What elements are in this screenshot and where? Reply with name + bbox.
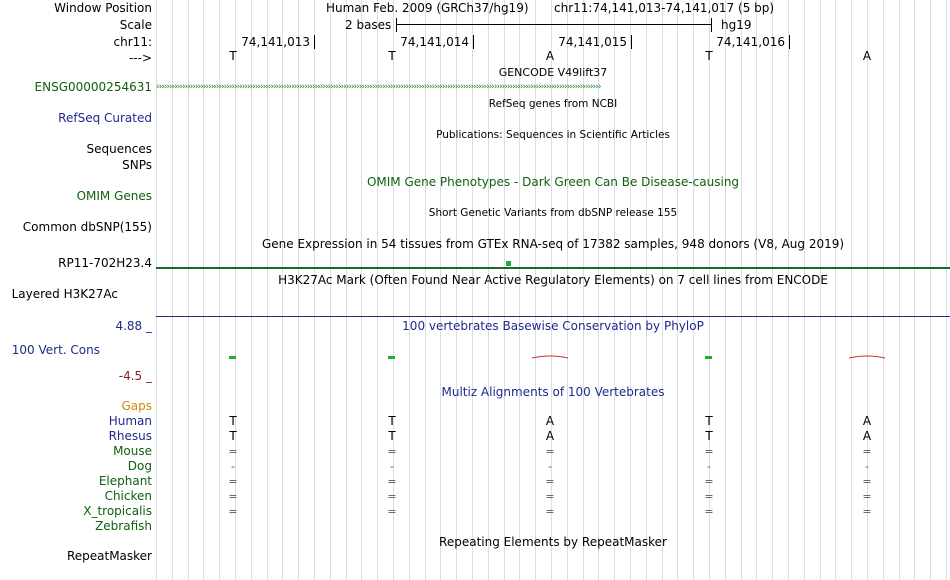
multiz-alignment-cell: A: [545, 414, 555, 428]
coordinate-tick: [473, 35, 474, 49]
multiz-species-label[interactable]: Elephant: [98, 474, 152, 488]
multiz-alignment-cell: =: [704, 490, 714, 503]
multiz-alignment-cell: =: [545, 505, 555, 518]
multiz-alignment-cell: =: [228, 490, 238, 503]
multiz-gaps-label[interactable]: Gaps: [121, 399, 152, 413]
phylop-plot: [156, 350, 950, 364]
multiz-alignment-cell: =: [228, 505, 238, 518]
multiz-alignment-cell: =: [862, 475, 872, 488]
gencode-transcript-feature[interactable]: ›››››››››››››››››››››››››››››››››››››››››››››››››››››››››››››››››››››››››››››››››››››››››››››››››››››››››››››››››››››››››››››››››››››››››››››››››››››››››››››››››››››››››››: [156, 82, 601, 92]
track-data-area[interactable]: [156, 0, 950, 580]
scale-bar-right-tick: [711, 18, 712, 32]
phylop-positive-mark: [388, 356, 395, 359]
multiz-alignment-cell: -: [548, 460, 552, 473]
dbsnp-track-title: Short Genetic Variants from dbSNP release 155: [428, 207, 678, 219]
coordinate-tick: [789, 35, 790, 49]
phylop-max-label: 4.88 _: [115, 319, 152, 333]
multiz-alignment-cell: =: [704, 505, 714, 518]
multiz-alignment-cell: T: [229, 414, 237, 428]
multiz-species-label[interactable]: Mouse: [113, 444, 152, 458]
multiz-alignment-cell: T: [229, 429, 237, 443]
omim-track-title: OMIM Gene Phenotypes - Dark Green Can Be Disease-causing: [366, 175, 740, 189]
multiz-species-label[interactable]: Human: [108, 414, 152, 428]
multiz-alignment-cell: =: [387, 475, 397, 488]
h3k27ac-baseline: [156, 316, 950, 317]
coordinate-tick: [314, 35, 315, 49]
multiz-alignment-cell: -: [707, 460, 711, 473]
multiz-alignment-cell: T: [388, 429, 396, 443]
scale-text: 2 bases: [345, 18, 392, 32]
dbsnp-track-label[interactable]: Common dbSNP(155): [22, 220, 152, 234]
multiz-alignment-cell: =: [387, 505, 397, 518]
gtex-track-title: Gene Expression in 54 tissues from GTEx RNA-seq of 17382 samples, 948 donors (V8, Aug 2019): [261, 237, 845, 251]
phylop-positive-mark: [705, 356, 712, 359]
scale-label: Scale: [119, 18, 152, 32]
gencode-track-title: GENCODE V49lift37: [498, 66, 608, 79]
base-letter: A: [862, 49, 872, 63]
phylop-negative-mark: [849, 356, 885, 358]
repeatmasker-track-title: Repeating Elements by RepeatMasker: [439, 535, 667, 549]
gtex-expression-marker: [506, 261, 511, 266]
gencode-track-label[interactable]: ENSG00000254631: [34, 80, 152, 94]
multiz-alignment-cell: A: [862, 414, 872, 428]
multiz-alignment-cell: =: [704, 445, 714, 458]
position-text: chr11:74,141,013-74,141,017 (5 bp): [554, 1, 775, 15]
chrom-label: chr11:: [113, 35, 152, 49]
multiz-species-label[interactable]: Rhesus: [108, 429, 152, 443]
scale-bar-left-tick: [396, 18, 397, 32]
multiz-alignment-cell: -: [231, 460, 235, 473]
phylop-min-label: -4.5 _: [118, 369, 152, 383]
multiz-alignment-cell: =: [228, 445, 238, 458]
repeatmasker-track-label[interactable]: RepeatMasker: [66, 549, 152, 563]
multiz-species-label[interactable]: Chicken: [104, 489, 152, 503]
multiz-alignment-cell: A: [862, 429, 872, 443]
coordinate-tick: [631, 35, 632, 49]
strand-label: --->: [128, 51, 152, 65]
coordinate-label: 74,141,013: [241, 35, 310, 49]
publications-snps-label[interactable]: SNPs: [122, 158, 152, 172]
multiz-alignment-cell: =: [228, 475, 238, 488]
multiz-alignment-cell: =: [862, 445, 872, 458]
multiz-alignment-cell: T: [388, 414, 396, 428]
multiz-alignment-cell: =: [545, 475, 555, 488]
multiz-alignment-cell: =: [545, 445, 555, 458]
coordinate-label: 74,141,015: [558, 35, 627, 49]
base-letter: T: [705, 49, 713, 63]
multiz-alignment-cell: =: [862, 490, 872, 503]
multiz-alignment-cell: A: [545, 429, 555, 443]
gtex-gene-bar[interactable]: [156, 267, 950, 269]
multiz-alignment-cell: =: [862, 505, 872, 518]
h3k27ac-track-label[interactable]: Layered H3K27Ac: [11, 287, 118, 301]
assembly-text: Human Feb. 2009 (GRCh37/hg19): [326, 1, 529, 15]
multiz-track-title: Multiz Alignments of 100 Vertebrates: [441, 385, 665, 399]
coordinate-label: 74,141,016: [716, 35, 785, 49]
multiz-species-label[interactable]: Dog: [127, 459, 152, 473]
scale-bar: [396, 24, 712, 25]
base-letter: T: [229, 49, 237, 63]
h3k27ac-track-title: H3K27Ac Mark (Often Found Near Active Regulatory Elements) on 7 cell lines from ENCODE: [278, 273, 828, 287]
phylop-negative-mark: [532, 356, 568, 358]
multiz-species-label[interactable]: X_tropicalis: [83, 504, 152, 518]
multiz-alignment-cell: -: [865, 460, 869, 473]
multiz-alignment-cell: T: [705, 414, 713, 428]
track-label-column: [0, 0, 155, 580]
multiz-alignment-cell: T: [705, 429, 713, 443]
coordinate-label: 74,141,014: [400, 35, 469, 49]
multiz-alignment-cell: -: [390, 460, 394, 473]
db-text: hg19: [721, 18, 752, 32]
phylop-track-label[interactable]: 100 Vert. Cons: [11, 343, 100, 357]
publications-track-title: Publications: Sequences in Scientific Articles: [436, 129, 670, 141]
window-position-label: Window Position: [54, 1, 152, 15]
multiz-alignment-cell: =: [545, 490, 555, 503]
multiz-alignment-cell: =: [387, 445, 397, 458]
refseq-track-title: RefSeq genes from NCBI: [488, 98, 618, 110]
base-letter: A: [545, 49, 555, 63]
base-letter: T: [388, 49, 396, 63]
gtex-track-label[interactable]: RP11-702H23.4: [58, 256, 152, 270]
omim-track-label[interactable]: OMIM Genes: [76, 189, 152, 203]
refseq-track-label[interactable]: RefSeq Curated: [58, 111, 152, 125]
phylop-track-title: 100 vertebrates Basewise Conservation by PhyloP: [402, 319, 704, 333]
publications-sequences-label[interactable]: Sequences: [86, 142, 152, 156]
phylop-positive-mark: [229, 356, 236, 359]
multiz-alignment-cell: =: [387, 490, 397, 503]
multiz-species-label[interactable]: Zebrafish: [95, 519, 152, 533]
multiz-alignment-cell: =: [704, 475, 714, 488]
